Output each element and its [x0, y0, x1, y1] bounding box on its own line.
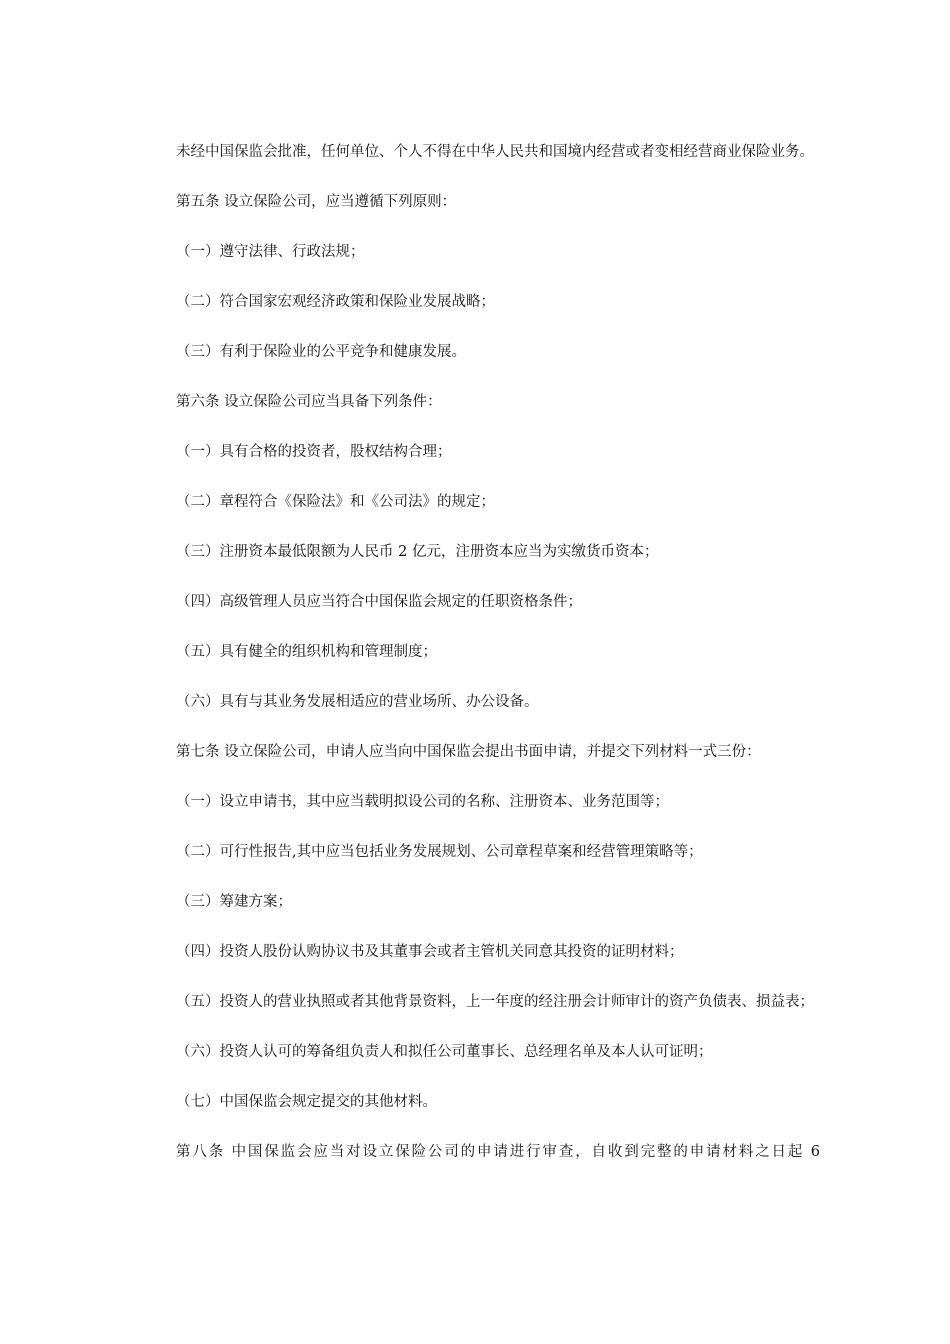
paragraph-intro: 未经中国保监会批准，任何单位、个人不得在中华人民共和国境内经营或者变相经营商业保险业务。	[176, 144, 814, 160]
article-6-heading: 第六条 设立保险公司应当具备下列条件：	[176, 394, 442, 410]
article-6-item-5: （五）具有健全的组织机构和管理制度；	[176, 644, 437, 660]
article-6-item-3: （三）注册资本最低限额为人民币 2 亿元，注册资本应当为实缴货币资本；	[176, 544, 659, 560]
article-7-item-2: （二）可行性报告,其中应当包括业务发展规划、公司章程草案和经营管理策略等；	[176, 844, 703, 860]
article-7-item-3: （三）筹建方案；	[176, 894, 292, 910]
article-7-item-7: （七）中国保监会规定提交的其他材料。	[176, 1094, 437, 1110]
document-page	[145, 138, 820, 1188]
article-5-item-3: （三）有利于保险业的公平竞争和健康发展。	[176, 344, 466, 360]
article-6-item-6: （六）具有与其业务发展相适应的营业场所、办公设备。	[176, 694, 539, 710]
article-5-item-1: （一）遵守法律、行政法规；	[176, 244, 365, 260]
article-6-item-4: （四）高级管理人员应当符合中国保监会规定的任职资格条件；	[176, 594, 582, 610]
article-5-item-2: （二）符合国家宏观经济政策和保险业发展战略；	[176, 294, 495, 310]
article-7-item-5: （五）投资人的营业执照或者其他背景资料，上一年度的经注册会计师审计的资产负债表、损益表；	[176, 994, 814, 1010]
article-5-heading: 第五条 设立保险公司，应当遵循下列原则：	[176, 194, 457, 210]
article-6-item-2: （二）章程符合《保险法》和《公司法》的规定；	[176, 494, 495, 510]
article-7-item-1: （一）设立申请书，其中应当载明拟设公司的名称、注册资本、业务范围等；	[176, 794, 669, 810]
article-7-heading: 第七条 设立保险公司，申请人应当向中国保监会提出书面申请，并提交下列材料一式三份：	[176, 744, 761, 760]
article-7-item-6: （六）投资人认可的筹备组负责人和拟任公司董事长、总经理名单及本人认可证明；	[176, 1044, 713, 1060]
article-6-item-1: （一）具有合格的投资者，股权结构合理；	[176, 444, 452, 460]
article-8-heading: 第八条 中国保监会应当对设立保险公司的申请进行审查，自收到完整的申请材料之日起 6	[176, 1144, 820, 1160]
article-7-item-4: （四）投资人股份认购协议书及其董事会或者主管机关同意其投资的证明材料；	[176, 944, 684, 960]
